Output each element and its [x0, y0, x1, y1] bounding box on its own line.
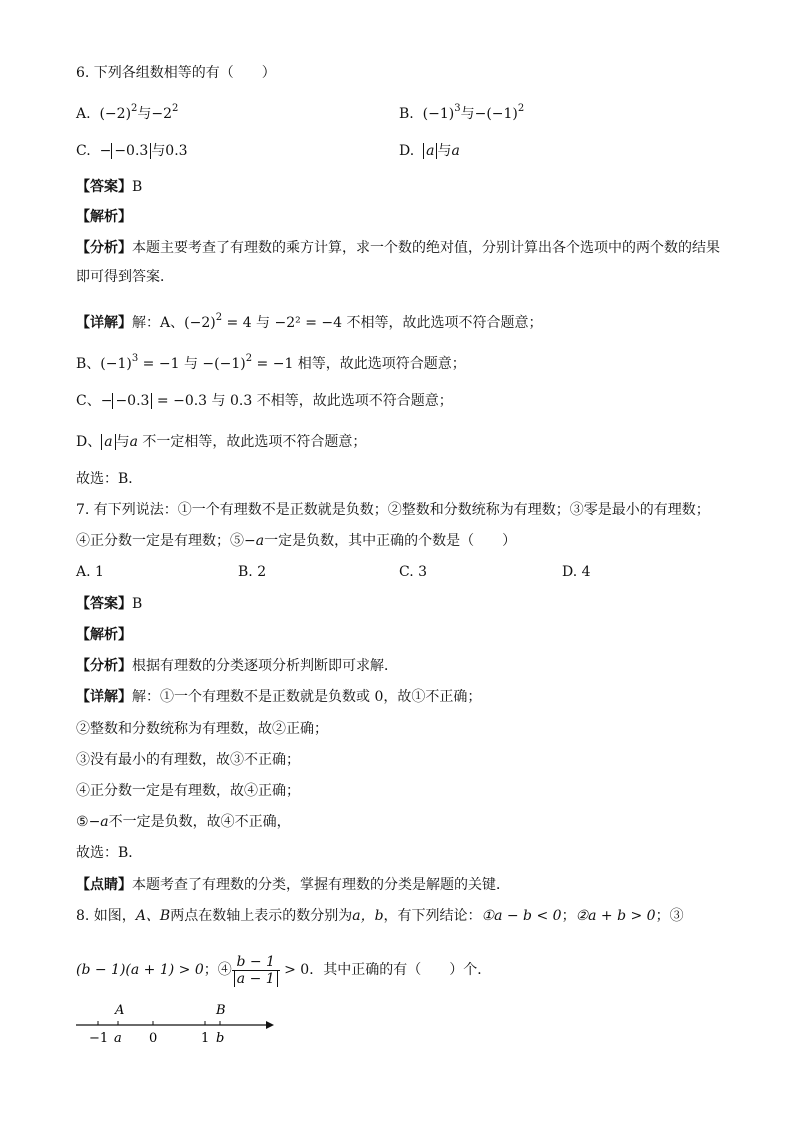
q6-jiexi: 【解析】	[76, 209, 132, 225]
point-a-label: A	[115, 1003, 125, 1018]
q7-option-c: C. 3	[399, 564, 428, 580]
q7-detail-5: ⑤−a不一定是负数，故④不正确，	[76, 814, 291, 830]
q6-analysis: 【分析】本题主要考查了有理数的乘方计算，求一个数的绝对值，分别计算出各个选项中的两个数的结果即可得到答案．	[76, 240, 720, 285]
q6-detail-a: 【详解】解：A、$(-2)^2 = 4$ 与 −2² = −4 不相等，故此选项不符合题意；	[76, 312, 543, 331]
q7-jiexi: 【解析】	[76, 627, 132, 643]
tick-a-label: a	[114, 1031, 122, 1046]
q7-answer: 【答案】B	[76, 596, 143, 612]
q6-answer: 【答案】B	[76, 179, 143, 195]
tick-neg1-label: −1	[89, 1031, 109, 1046]
q7-detail-4: ④正分数一定是有理数，故④正确；	[76, 783, 300, 799]
q7-option-d: D. 4	[562, 564, 591, 580]
q8-stem-line2: (b − 1)(a + 1) > 0；④ $\frac{b - 1}{a - 1}$ > 0．其中正确的有（ ）个．	[76, 953, 492, 987]
q6-conclusion: 故选：B．	[76, 471, 143, 487]
q7-comment: 【点睛】本题考查了有理数的分类，掌握有理数的分类是解题的关键．	[76, 877, 510, 893]
q7-detail-2: ②整数和分数统称为有理数，故②正确；	[76, 721, 328, 737]
point-b-label: B	[216, 1003, 226, 1018]
tick-0-label: 0	[149, 1031, 158, 1046]
q8-fraction: $\frac{b - 1}{a - 1}$	[232, 954, 280, 987]
q7-stem-line1: 7. 有下列说法：①一个有理数不是正数就是负数；②整数和分数统称为有理数；③零是最小的有理数；	[76, 502, 710, 518]
q6-option-c: C. − −0.3 与0.3	[76, 143, 188, 159]
q7-option-b: B. 2	[238, 564, 267, 580]
q7-detail-3: ③没有最小的有理数，故③不正确；	[76, 752, 300, 768]
q8-stem-line1: 8. 如图，A、B两点在数轴上表示的数分别为a，b，有下列结论：①a − b < 0；②a + b > 0；③	[76, 908, 684, 924]
tick-b-label: b	[216, 1031, 225, 1046]
q6-detail-d: D、 a 与a 不一定相等，故此选项不符合题意；	[76, 434, 367, 450]
q7-detail-1: 【详解】解：①一个有理数不是正数就是负数或 0，故①不正确；	[76, 689, 482, 705]
q6-option-d: D. a 与a	[399, 143, 460, 159]
tick-1-label: 1	[201, 1031, 210, 1046]
q7-stem-line2: ④正分数一定是有理数；⑤−a一定是负数，其中正确的个数是（ ）	[76, 533, 517, 549]
q6-option-a: A. $(-2)^2$与$-2^2$	[76, 103, 179, 122]
number-line-arrow	[266, 1021, 274, 1029]
q6-stem: 6. 下列各组数相等的有（ ）	[76, 65, 276, 81]
q6-detail-b: B、$(-1)^3 = -1$ 与 $-(-1)^2 = -1$ 相等，故此选项符合题意；	[76, 353, 466, 372]
q6-detail-c: C、− −0.3 = −0.3 与 0.3 不相等，故此选项不符合题意；	[76, 393, 453, 409]
q7-analysis: 【分析】根据有理数的分类逐项分析判断即可求解．	[76, 658, 398, 674]
q6-option-b: B. $(-1)^3$与$-(-1)^2$	[399, 103, 525, 122]
q7-conclusion: 故选：B．	[76, 845, 143, 861]
q8-number-line	[70, 1000, 280, 1050]
q7-option-a: A. 1	[76, 564, 104, 580]
